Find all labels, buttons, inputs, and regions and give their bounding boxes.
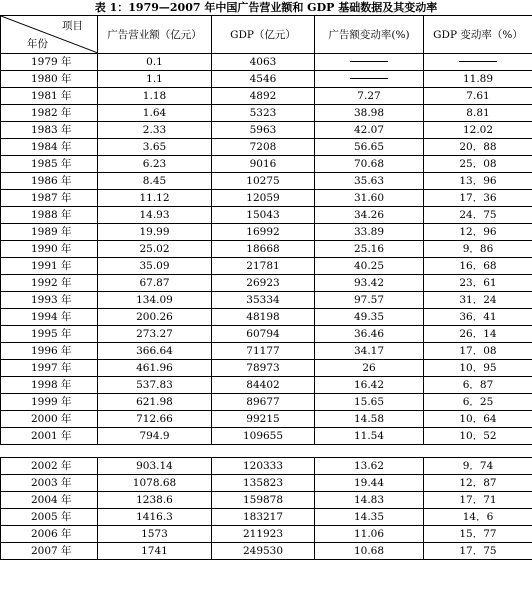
year-cell: 1986 年	[1, 173, 98, 190]
gdp-rate-cell: 10．95	[424, 360, 532, 377]
gdp-cell: 183217	[212, 509, 315, 526]
table-title: 表 1：1979—2007 年中国广告营业额和 GDP 基础数据及其变动率	[94, 1, 438, 14]
gdp-cell: 84402	[212, 377, 315, 394]
ad-rate-cell: 11.54	[315, 428, 424, 445]
table-row	[1, 428, 532, 445]
gdp-cell: 15043	[212, 207, 315, 224]
year-cell: 2004 年	[1, 492, 98, 509]
gdp-rate-cell: 17．71	[424, 492, 532, 509]
ad-rate-cell: 93.42	[315, 275, 424, 292]
year-cell: 1994 年	[1, 309, 98, 326]
gdp-cell: 89677	[212, 394, 315, 411]
table-row	[1, 458, 532, 475]
year-cell: 2002 年	[1, 458, 98, 475]
gdp-rate-cell: 6．87	[424, 377, 532, 394]
year-cell: 1999 年	[1, 394, 98, 411]
table-row	[1, 526, 532, 543]
gdp-cell: 21781	[212, 258, 315, 275]
year-cell: 2005 年	[1, 509, 98, 526]
year-cell: 1984 年	[1, 139, 98, 156]
gap-cell	[1, 445, 532, 458]
header-gdp: GDP（亿元）	[212, 16, 315, 54]
header-gdp-rate: GDP 变动率（%）	[424, 16, 532, 54]
table-row	[1, 139, 532, 156]
ad-rate-cell: 16.42	[315, 377, 424, 394]
ad-rate-cell: 10.68	[315, 543, 424, 560]
gdp-cell: 4892	[212, 88, 315, 105]
ad-revenue-cell: 8.45	[98, 173, 212, 190]
gdp-cell: 48198	[212, 309, 315, 326]
gdp-rate-cell: 17．08	[424, 343, 532, 360]
ad-revenue-cell: 1.18	[98, 88, 212, 105]
gdp-rate-cell: 9．86	[424, 241, 532, 258]
gdp-rate-cell: 12．87	[424, 475, 532, 492]
year-cell: 1980 年	[1, 71, 98, 88]
ad-revenue-cell: 3.65	[98, 139, 212, 156]
gdp-rate-cell: 10．52	[424, 428, 532, 445]
ad-rate-cell: 19.44	[315, 475, 424, 492]
gdp-cell: 5963	[212, 122, 315, 139]
ad-revenue-cell: 273.27	[98, 326, 212, 343]
year-cell: 1989 年	[1, 224, 98, 241]
gdp-rate-cell: 14．6	[424, 509, 532, 526]
year-cell: 1997 年	[1, 360, 98, 377]
ad-revenue-cell: 366.64	[98, 343, 212, 360]
ad-rate-cell: 40.25	[315, 258, 424, 275]
ad-rate-cell: 26	[315, 360, 424, 377]
ad-revenue-cell: 67.87	[98, 275, 212, 292]
table-row	[1, 475, 532, 492]
gdp-rate-cell: 9．74	[424, 458, 532, 475]
year-cell: 1983 年	[1, 122, 98, 139]
ad-rate-cell: 33.89	[315, 224, 424, 241]
table-row	[1, 122, 532, 139]
ad-revenue-cell: 134.09	[98, 292, 212, 309]
year-cell: 1996 年	[1, 343, 98, 360]
year-cell: 1993 年	[1, 292, 98, 309]
year-cell: 1979 年	[1, 54, 98, 71]
year-cell: 2007 年	[1, 543, 98, 560]
gdp-rate-cell: 26．14	[424, 326, 532, 343]
ad-revenue-cell: 903.14	[98, 458, 212, 475]
ad-rate-cell: 25.16	[315, 241, 424, 258]
table-row	[1, 543, 532, 560]
gdp-rate-cell: 8.81	[424, 105, 532, 122]
table-row	[1, 377, 532, 394]
gdp-cell: 26923	[212, 275, 315, 292]
table-row	[1, 88, 532, 105]
ad-revenue-cell: 1.64	[98, 105, 212, 122]
ad-revenue-cell: 0.1	[98, 54, 212, 71]
header-ad-revenue: 广告营业额（亿元）	[98, 16, 212, 54]
gdp-cell: 135823	[212, 475, 315, 492]
gdp-rate-cell: 25．08	[424, 156, 532, 173]
gdp-cell: 18668	[212, 241, 315, 258]
ad-rate-cell: 35.63	[315, 173, 424, 190]
gdp-rate-cell: 16．68	[424, 258, 532, 275]
ad-rate-cell: 11.06	[315, 526, 424, 543]
year-cell: 1987 年	[1, 190, 98, 207]
year-cell: 2003 年	[1, 475, 98, 492]
ad-rate-cell: 42.07	[315, 122, 424, 139]
ad-revenue-cell: 1078.68	[98, 475, 212, 492]
year-cell: 2006 年	[1, 526, 98, 543]
ad-revenue-cell: 25.02	[98, 241, 212, 258]
table-row	[1, 292, 532, 309]
table-row	[1, 224, 532, 241]
gdp-cell: 35334	[212, 292, 315, 309]
empty-dash	[459, 61, 497, 62]
year-cell: 1991 年	[1, 258, 98, 275]
ad-revenue-cell: 1573	[98, 526, 212, 543]
year-cell: 1990 年	[1, 241, 98, 258]
table-row	[1, 360, 532, 377]
ad-rate-cell: 97.57	[315, 292, 424, 309]
table-row	[1, 258, 532, 275]
year-cell: 1992 年	[1, 275, 98, 292]
gdp-cell: 4546	[212, 71, 315, 88]
ad-rate-cell: 14.83	[315, 492, 424, 509]
gdp-rate-cell: 11.89	[424, 71, 532, 88]
diagonal-line	[1, 16, 98, 53]
gdp-rate-cell: 13．96	[424, 173, 532, 190]
gdp-rate-cell: 15．77	[424, 526, 532, 543]
corner-bottom-label: 年份	[27, 38, 48, 50]
ad-rate-cell: 70.68	[315, 156, 424, 173]
table-row	[1, 394, 532, 411]
ad-revenue-cell: 794.9	[98, 428, 212, 445]
ad-revenue-cell: 6.23	[98, 156, 212, 173]
empty-dash	[350, 78, 388, 79]
ad-rate-cell: 14.58	[315, 411, 424, 428]
ad-revenue-cell: 1238.6	[98, 492, 212, 509]
ad-revenue-cell: 1416.3	[98, 509, 212, 526]
gdp-rate-cell: 7.61	[424, 88, 532, 105]
gdp-cell: 60794	[212, 326, 315, 343]
ad-revenue-cell: 1741	[98, 543, 212, 560]
table-row	[1, 492, 532, 509]
gdp-cell: 249530	[212, 543, 315, 560]
gdp-rate-cell: 17．36	[424, 190, 532, 207]
ad-revenue-cell: 35.09	[98, 258, 212, 275]
table-row	[1, 275, 532, 292]
ad-revenue-cell: 461.96	[98, 360, 212, 377]
gdp-rate-cell: 17．75	[424, 543, 532, 560]
gdp-rate-cell: 36．41	[424, 309, 532, 326]
gdp-cell: 4063	[212, 54, 315, 71]
year-cell: 1995 年	[1, 326, 98, 343]
table-row	[1, 105, 532, 122]
table-row	[1, 343, 532, 360]
ad-rate-cell: 56.65	[315, 139, 424, 156]
data-table	[0, 15, 532, 560]
ad-rate-cell	[315, 71, 424, 88]
gdp-cell: 5323	[212, 105, 315, 122]
ad-rate-cell: 36.46	[315, 326, 424, 343]
header-ad-rate: 广告额变动率(%)	[315, 16, 424, 54]
ad-rate-cell: 15.65	[315, 394, 424, 411]
year-cell: 1988 年	[1, 207, 98, 224]
ad-revenue-cell: 11.12	[98, 190, 212, 207]
empty-dash	[350, 61, 388, 62]
gdp-rate-cell: 23．61	[424, 275, 532, 292]
gdp-cell: 109655	[212, 428, 315, 445]
gdp-cell: 78973	[212, 360, 315, 377]
ad-rate-cell: 7.27	[315, 88, 424, 105]
table-row	[1, 190, 532, 207]
table-row	[1, 509, 532, 526]
ad-revenue-cell: 19.99	[98, 224, 212, 241]
ad-rate-cell: 49.35	[315, 309, 424, 326]
table-row	[1, 309, 532, 326]
section-gap	[1, 445, 532, 458]
ad-revenue-cell: 712.66	[98, 411, 212, 428]
year-cell: 1981 年	[1, 88, 98, 105]
ad-revenue-cell: 1.1	[98, 71, 212, 88]
ad-rate-cell: 13.62	[315, 458, 424, 475]
ad-rate-cell: 34.17	[315, 343, 424, 360]
corner-header-cell	[1, 16, 98, 54]
gdp-cell: 71177	[212, 343, 315, 360]
gdp-cell: 211923	[212, 526, 315, 543]
year-cell: 1982 年	[1, 105, 98, 122]
header-row	[1, 16, 532, 54]
gdp-rate-cell	[424, 54, 532, 71]
table-row	[1, 411, 532, 428]
gdp-cell: 159878	[212, 492, 315, 509]
table-row	[1, 156, 532, 173]
ad-rate-cell: 31.60	[315, 190, 424, 207]
ad-revenue-cell: 537.83	[98, 377, 212, 394]
corner-top-label: 项目	[62, 20, 83, 32]
ad-rate-cell: 38.98	[315, 105, 424, 122]
gdp-rate-cell: 12.02	[424, 122, 532, 139]
ad-revenue-cell: 14.93	[98, 207, 212, 224]
table-row	[1, 326, 532, 343]
gdp-rate-cell: 24．75	[424, 207, 532, 224]
ad-revenue-cell: 200.26	[98, 309, 212, 326]
table-row	[1, 207, 532, 224]
table-row	[1, 54, 532, 71]
year-cell: 2000 年	[1, 411, 98, 428]
ad-rate-cell: 14.35	[315, 509, 424, 526]
year-cell: 1998 年	[1, 377, 98, 394]
year-cell: 2001 年	[1, 428, 98, 445]
gdp-rate-cell: 6．25	[424, 394, 532, 411]
gdp-rate-cell: 20．88	[424, 139, 532, 156]
gdp-cell: 12059	[212, 190, 315, 207]
ad-rate-cell: 34.26	[315, 207, 424, 224]
gdp-cell: 99215	[212, 411, 315, 428]
ad-revenue-cell: 621.98	[98, 394, 212, 411]
year-cell: 1985 年	[1, 156, 98, 173]
gdp-rate-cell: 12．96	[424, 224, 532, 241]
gdp-cell: 9016	[212, 156, 315, 173]
gdp-cell: 120333	[212, 458, 315, 475]
ad-revenue-cell: 2.33	[98, 122, 212, 139]
ad-rate-cell	[315, 54, 424, 71]
gdp-cell: 10275	[212, 173, 315, 190]
table-row	[1, 241, 532, 258]
table-row	[1, 71, 532, 88]
gdp-rate-cell: 31．24	[424, 292, 532, 309]
table-row	[1, 173, 532, 190]
gdp-rate-cell: 10．64	[424, 411, 532, 428]
gdp-cell: 7208	[212, 139, 315, 156]
gdp-cell: 16992	[212, 224, 315, 241]
